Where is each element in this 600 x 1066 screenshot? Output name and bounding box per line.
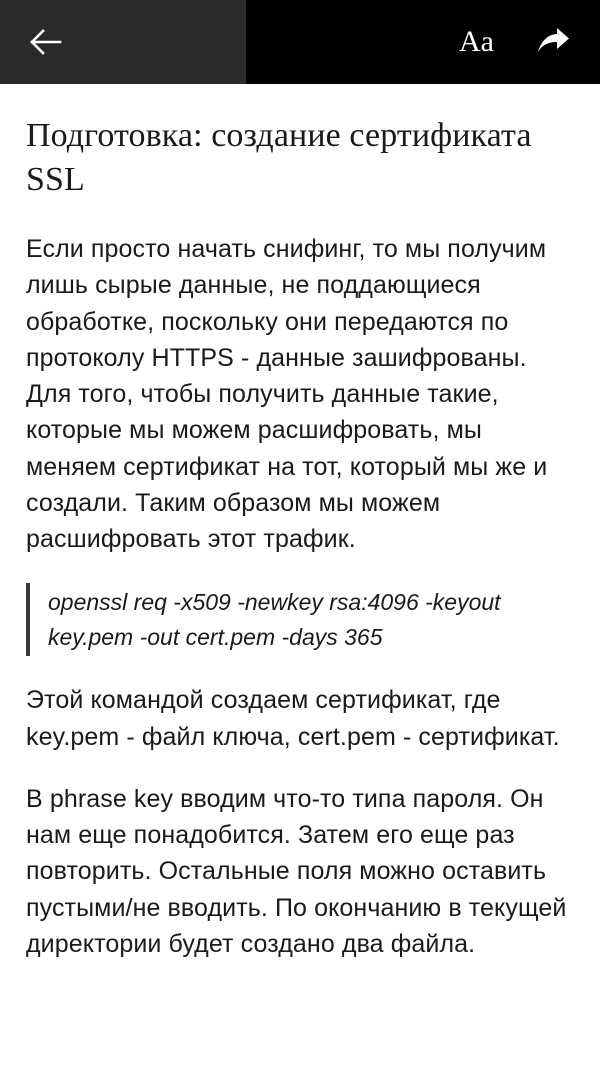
font-size-button[interactable]: Aa [459,25,494,58]
page-title: Подготовка: создание сертификата SSL [26,117,532,198]
code-block-quote: openssl req -x509 -newkey rsa:4096 -keyout key.pem -out cert.pem -days 365 [26,583,574,656]
top-app-bar [0,0,600,84]
article-paragraph: Если просто начать снифинг, то мы получим лишь сырые данные, не поддающиеся обработке, поскольку они передаются по протоколу HTTPS - данные зашифрованы. Для того, чтобы получить данные такие, которые мы можем расшифровать, мы меняем сертификат на тот, который мы же и создали. Таким образом мы можем расшифровать этот трафик. [26,235,548,554]
top-bar-left-section [0,0,246,84]
article-content [0,84,600,1066]
article-paragraph: Этой командой создаем сертификат, где key.pem - файл ключа, cert.pem - сертификат. [26,686,560,751]
top-bar-right-section [246,0,600,84]
back-arrow-icon[interactable] [26,22,66,62]
share-icon[interactable] [536,25,570,59]
article-paragraph: В phrase key вводим что-то типа пароля. Он нам еще понадобится. Затем его еще раз повторить. Остальные поля можно оставить пустыми/не вводить. По окончанию в текущей директории будет создано два файла. [26,784,567,958]
